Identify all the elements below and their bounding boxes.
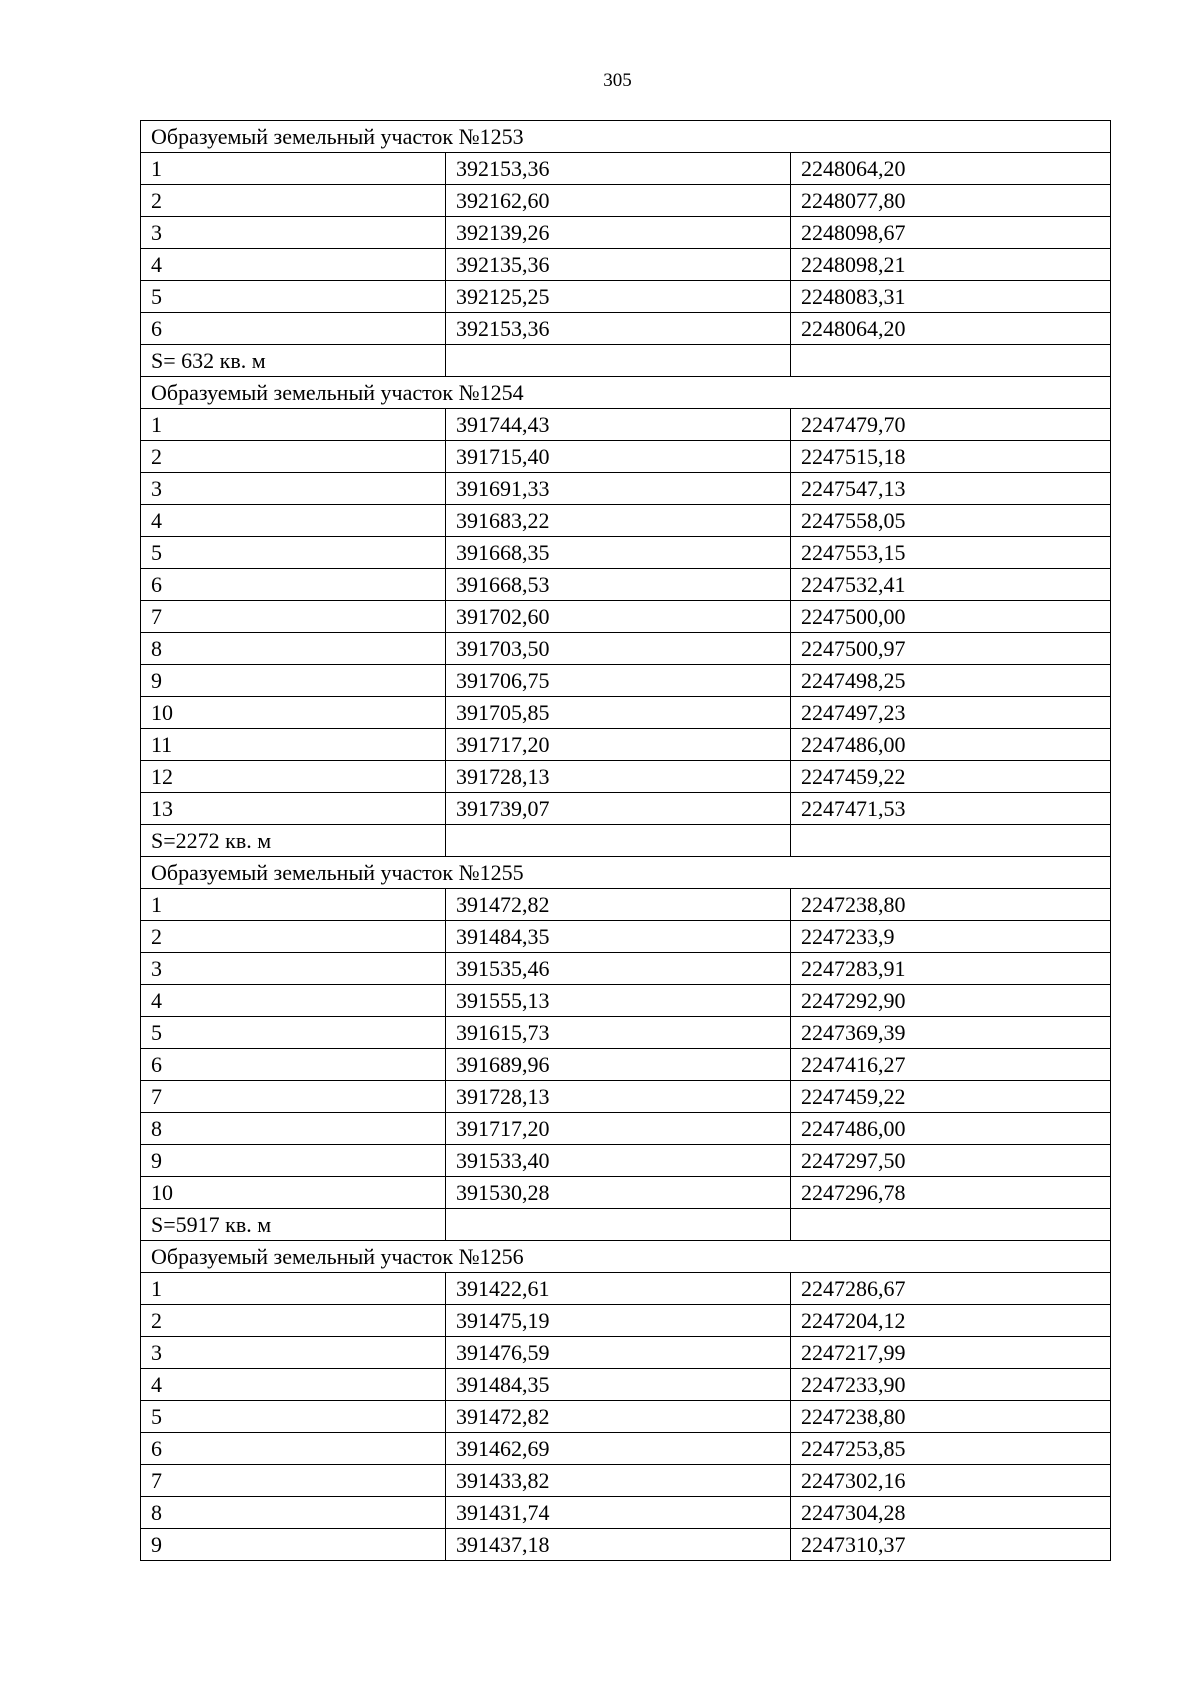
y-coordinate-cell: 2247471,53 [791, 793, 1111, 825]
empty-cell [446, 825, 791, 857]
y-coordinate-cell: 2247497,23 [791, 697, 1111, 729]
x-coordinate-cell: 391717,20 [446, 729, 791, 761]
y-coordinate-cell: 2247479,70 [791, 409, 1111, 441]
table-row [141, 569, 1111, 601]
table-row [141, 601, 1111, 633]
table-row [141, 1017, 1111, 1049]
y-coordinate-cell: 2247310,37 [791, 1529, 1111, 1561]
table-row [141, 1113, 1111, 1145]
area-cell: S=2272 кв. м [141, 825, 446, 857]
table-row [141, 185, 1111, 217]
section-title: Образуемый земельный участок №1253 [141, 121, 1111, 153]
x-coordinate-cell: 391715,40 [446, 441, 791, 473]
x-coordinate-cell: 391472,82 [446, 889, 791, 921]
table-row [141, 249, 1111, 281]
point-number-cell: 6 [141, 569, 446, 601]
y-coordinate-cell: 2247286,67 [791, 1273, 1111, 1305]
table-row [141, 1145, 1111, 1177]
point-number-cell: 8 [141, 1497, 446, 1529]
point-number-cell: 10 [141, 1177, 446, 1209]
point-number-cell: 5 [141, 281, 446, 313]
point-number-cell: 2 [141, 185, 446, 217]
section-title-row [141, 121, 1111, 153]
table-row [141, 1049, 1111, 1081]
area-row [141, 825, 1111, 857]
page-number: 305 [603, 70, 632, 91]
table-row [141, 953, 1111, 985]
y-coordinate-cell: 2247547,13 [791, 473, 1111, 505]
area-row [141, 345, 1111, 377]
y-coordinate-cell: 2247500,97 [791, 633, 1111, 665]
y-coordinate-cell: 2247304,28 [791, 1497, 1111, 1529]
x-coordinate-cell: 391689,96 [446, 1049, 791, 1081]
section-title-row [141, 1241, 1111, 1273]
x-coordinate-cell: 391744,43 [446, 409, 791, 441]
y-coordinate-cell: 2248098,21 [791, 249, 1111, 281]
point-number-cell: 9 [141, 1529, 446, 1561]
x-coordinate-cell: 391683,22 [446, 505, 791, 537]
y-coordinate-cell: 2247459,22 [791, 761, 1111, 793]
y-coordinate-cell: 2247553,15 [791, 537, 1111, 569]
section-title: Образуемый земельный участок №1256 [141, 1241, 1111, 1273]
table-row [141, 281, 1111, 313]
point-number-cell: 8 [141, 633, 446, 665]
table-row [141, 921, 1111, 953]
y-coordinate-cell: 2247297,50 [791, 1145, 1111, 1177]
table-row [141, 985, 1111, 1017]
table-row [141, 153, 1111, 185]
y-coordinate-cell: 2248064,20 [791, 313, 1111, 345]
table-row [141, 697, 1111, 729]
area-row [141, 1209, 1111, 1241]
point-number-cell: 2 [141, 921, 446, 953]
y-coordinate-cell: 2247292,90 [791, 985, 1111, 1017]
table-row [141, 473, 1111, 505]
y-coordinate-cell: 2247486,00 [791, 729, 1111, 761]
y-coordinate-cell: 2247558,05 [791, 505, 1111, 537]
y-coordinate-cell: 2247498,25 [791, 665, 1111, 697]
table-row [141, 537, 1111, 569]
section-title: Образуемый земельный участок №1254 [141, 377, 1111, 409]
point-number-cell: 4 [141, 985, 446, 1017]
y-coordinate-cell: 2247515,18 [791, 441, 1111, 473]
point-number-cell: 10 [141, 697, 446, 729]
y-coordinate-cell: 2247302,16 [791, 1465, 1111, 1497]
point-number-cell: 12 [141, 761, 446, 793]
x-coordinate-cell: 392153,36 [446, 153, 791, 185]
x-coordinate-cell: 391702,60 [446, 601, 791, 633]
table-row [141, 633, 1111, 665]
point-number-cell: 5 [141, 1017, 446, 1049]
y-coordinate-cell: 2247233,9 [791, 921, 1111, 953]
x-coordinate-cell: 391668,35 [446, 537, 791, 569]
y-coordinate-cell: 2247532,41 [791, 569, 1111, 601]
y-coordinate-cell: 2247486,00 [791, 1113, 1111, 1145]
empty-cell [791, 825, 1111, 857]
point-number-cell: 9 [141, 665, 446, 697]
point-number-cell: 3 [141, 217, 446, 249]
y-coordinate-cell: 2247283,91 [791, 953, 1111, 985]
x-coordinate-cell: 392139,26 [446, 217, 791, 249]
y-coordinate-cell: 2247459,22 [791, 1081, 1111, 1113]
y-coordinate-cell: 2247217,99 [791, 1337, 1111, 1369]
table-row [141, 441, 1111, 473]
y-coordinate-cell: 2247253,85 [791, 1433, 1111, 1465]
y-coordinate-cell: 2247238,80 [791, 889, 1111, 921]
point-number-cell: 8 [141, 1113, 446, 1145]
point-number-cell: 2 [141, 1305, 446, 1337]
point-number-cell: 3 [141, 1337, 446, 1369]
table-row [141, 1177, 1111, 1209]
empty-cell [791, 1209, 1111, 1241]
y-coordinate-cell: 2248064,20 [791, 153, 1111, 185]
x-coordinate-cell: 391535,46 [446, 953, 791, 985]
table-row [141, 1497, 1111, 1529]
table-row [141, 1529, 1111, 1561]
point-number-cell: 1 [141, 409, 446, 441]
x-coordinate-cell: 391422,61 [446, 1273, 791, 1305]
table-row [141, 1401, 1111, 1433]
point-number-cell: 1 [141, 1273, 446, 1305]
point-number-cell: 1 [141, 889, 446, 921]
point-number-cell: 3 [141, 953, 446, 985]
x-coordinate-cell: 392162,60 [446, 185, 791, 217]
x-coordinate-cell: 391484,35 [446, 921, 791, 953]
table-row [141, 1433, 1111, 1465]
x-coordinate-cell: 391703,50 [446, 633, 791, 665]
point-number-cell: 5 [141, 1401, 446, 1433]
point-number-cell: 7 [141, 1465, 446, 1497]
x-coordinate-cell: 391728,13 [446, 761, 791, 793]
point-number-cell: 4 [141, 505, 446, 537]
x-coordinate-cell: 391530,28 [446, 1177, 791, 1209]
y-coordinate-cell: 2248083,31 [791, 281, 1111, 313]
table-row [141, 1369, 1111, 1401]
section-title-row [141, 857, 1111, 889]
point-number-cell: 6 [141, 1433, 446, 1465]
x-coordinate-cell: 391728,13 [446, 1081, 791, 1113]
point-number-cell: 6 [141, 313, 446, 345]
empty-cell [791, 345, 1111, 377]
y-coordinate-cell: 2247296,78 [791, 1177, 1111, 1209]
table-row [141, 313, 1111, 345]
table-row [141, 505, 1111, 537]
section-title: Образуемый земельный участок №1255 [141, 857, 1111, 889]
point-number-cell: 9 [141, 1145, 446, 1177]
point-number-cell: 4 [141, 249, 446, 281]
section-title-row [141, 377, 1111, 409]
point-number-cell: 4 [141, 1369, 446, 1401]
table-row [141, 1465, 1111, 1497]
x-coordinate-cell: 391615,73 [446, 1017, 791, 1049]
x-coordinate-cell: 391476,59 [446, 1337, 791, 1369]
x-coordinate-cell: 391668,53 [446, 569, 791, 601]
x-coordinate-cell: 391706,75 [446, 665, 791, 697]
x-coordinate-cell: 391437,18 [446, 1529, 791, 1561]
y-coordinate-cell: 2248077,80 [791, 185, 1111, 217]
x-coordinate-cell: 391555,13 [446, 985, 791, 1017]
point-number-cell: 2 [141, 441, 446, 473]
table-row [141, 761, 1111, 793]
point-number-cell: 7 [141, 601, 446, 633]
y-coordinate-cell: 2247500,00 [791, 601, 1111, 633]
table-row [141, 665, 1111, 697]
x-coordinate-cell: 391472,82 [446, 1401, 791, 1433]
x-coordinate-cell: 391533,40 [446, 1145, 791, 1177]
point-number-cell: 3 [141, 473, 446, 505]
area-cell: S=5917 кв. м [141, 1209, 446, 1241]
point-number-cell: 11 [141, 729, 446, 761]
x-coordinate-cell: 391739,07 [446, 793, 791, 825]
x-coordinate-cell: 391484,35 [446, 1369, 791, 1401]
y-coordinate-cell: 2247416,27 [791, 1049, 1111, 1081]
table-row [141, 1337, 1111, 1369]
x-coordinate-cell: 391691,33 [446, 473, 791, 505]
x-coordinate-cell: 392135,36 [446, 249, 791, 281]
y-coordinate-cell: 2248098,67 [791, 217, 1111, 249]
x-coordinate-cell: 392125,25 [446, 281, 791, 313]
x-coordinate-cell: 391431,74 [446, 1497, 791, 1529]
coordinates-table [140, 120, 1111, 1561]
x-coordinate-cell: 391705,85 [446, 697, 791, 729]
empty-cell [446, 1209, 791, 1241]
table-row [141, 1081, 1111, 1113]
table-row [141, 1305, 1111, 1337]
x-coordinate-cell: 392153,36 [446, 313, 791, 345]
point-number-cell: 5 [141, 537, 446, 569]
table-row [141, 793, 1111, 825]
area-cell: S= 632 кв. м [141, 345, 446, 377]
table-row [141, 1273, 1111, 1305]
x-coordinate-cell: 391475,19 [446, 1305, 791, 1337]
y-coordinate-cell: 2247233,90 [791, 1369, 1111, 1401]
x-coordinate-cell: 391433,82 [446, 1465, 791, 1497]
point-number-cell: 1 [141, 153, 446, 185]
table-row [141, 889, 1111, 921]
table-row [141, 729, 1111, 761]
x-coordinate-cell: 391462,69 [446, 1433, 791, 1465]
point-number-cell: 13 [141, 793, 446, 825]
y-coordinate-cell: 2247369,39 [791, 1017, 1111, 1049]
empty-cell [446, 345, 791, 377]
table-row [141, 409, 1111, 441]
y-coordinate-cell: 2247204,12 [791, 1305, 1111, 1337]
y-coordinate-cell: 2247238,80 [791, 1401, 1111, 1433]
point-number-cell: 7 [141, 1081, 446, 1113]
table-row [141, 217, 1111, 249]
coordinates-table-body [141, 121, 1111, 1561]
point-number-cell: 6 [141, 1049, 446, 1081]
x-coordinate-cell: 391717,20 [446, 1113, 791, 1145]
